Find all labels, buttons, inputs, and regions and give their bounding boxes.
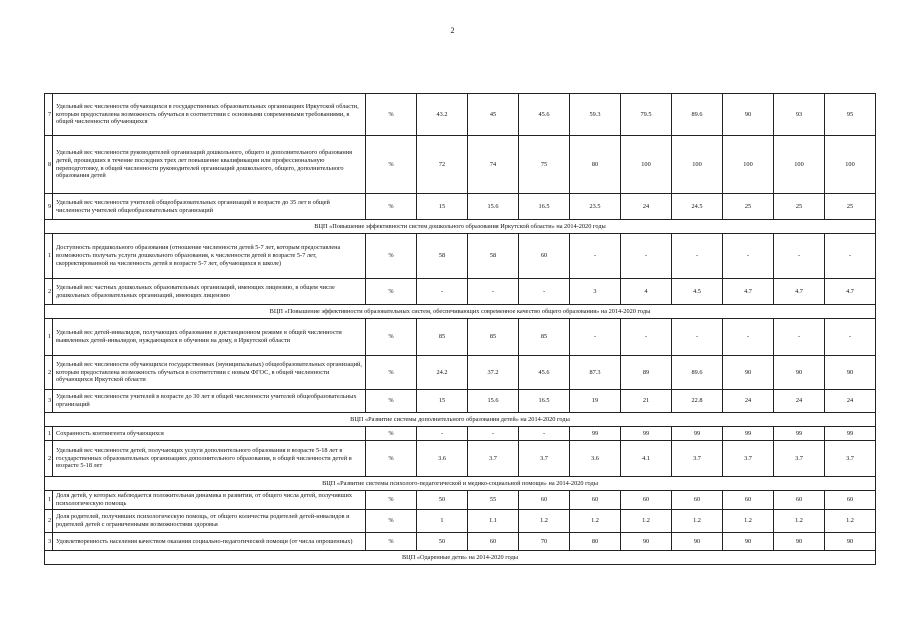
- indicator-text: Удельный вес численности руководителей организаций дошкольного, общего и дополнительного образования детей, прошедших в течение последних трех лет повышение квалификации или профессиональную переподготовку, в общей численности руководителей организаций дошкольного, общего, дополнительного образования детей: [53, 136, 366, 194]
- value-cell: 72: [417, 136, 468, 194]
- indicators-table: [44, 93, 876, 565]
- value-cell: 90: [774, 533, 825, 551]
- value-cell: 24.2: [417, 356, 468, 390]
- value-cell: 25: [723, 194, 774, 220]
- value-cell: 60: [723, 491, 774, 510]
- table-row: [45, 194, 876, 220]
- value-cell: 24.5: [672, 194, 723, 220]
- value-cell: 90: [723, 94, 774, 136]
- indicator-text: Удельный вес частных дошкольных образовательных организаций, имеющих лицензию, в общем числе дошкольных образовательных организаций, имеющих лицензию: [53, 279, 366, 305]
- indicator-text: Сохранность контингента обучающихся: [53, 427, 366, 441]
- indicator-text: Удельный вес детей-инвалидов, получающих образование в дистанционном режиме в общей численности выявленных детей-инвалидов, нуждающихся в обучении на дому, в Иркутской области: [53, 319, 366, 356]
- row-number: 7: [45, 94, 53, 136]
- value-cell: 60: [570, 491, 621, 510]
- value-cell: 80: [570, 533, 621, 551]
- value-cell: 60: [519, 234, 570, 279]
- value-cell: -: [570, 234, 621, 279]
- value-cell: -: [468, 279, 519, 305]
- value-cell: 3.7: [519, 441, 570, 477]
- value-cell: 16.5: [519, 390, 570, 413]
- value-cell: 50: [417, 491, 468, 510]
- value-cell: 90: [621, 533, 672, 551]
- value-cell: 87.3: [570, 356, 621, 390]
- value-cell: 1.2: [774, 510, 825, 533]
- unit-cell: %: [366, 94, 417, 136]
- row-number: 8: [45, 136, 53, 194]
- section-row: [45, 551, 876, 565]
- value-cell: 99: [621, 427, 672, 441]
- value-cell: 60: [825, 491, 876, 510]
- unit-cell: %: [366, 491, 417, 510]
- value-cell: 99: [672, 427, 723, 441]
- value-cell: -: [774, 234, 825, 279]
- value-cell: 85: [468, 319, 519, 356]
- table-row: [45, 319, 876, 356]
- value-cell: 89.6: [672, 356, 723, 390]
- table-row: [45, 136, 876, 194]
- value-cell: 4.7: [774, 279, 825, 305]
- value-cell: 16.5: [519, 194, 570, 220]
- value-cell: 60: [672, 491, 723, 510]
- table-row: [45, 356, 876, 390]
- value-cell: 24: [621, 194, 672, 220]
- value-cell: 99: [825, 427, 876, 441]
- section-row: [45, 477, 876, 491]
- value-cell: -: [672, 234, 723, 279]
- value-cell: 15: [417, 390, 468, 413]
- value-cell: 22.8: [672, 390, 723, 413]
- value-cell: 1: [417, 510, 468, 533]
- table-row: [45, 279, 876, 305]
- indicator-text: Удельный вес численности учителей общеобразовательных организаций в возрасте до 35 лет в общей численности учителей общеобразовательных организаций: [53, 194, 366, 220]
- indicator-text: Удельный вес численности обучающихся в государственных образовательных организациях Иркутской области, которым предоставлена возможность обучаться в соответствии с основными современными требованиями, в общей численности обучающихся: [53, 94, 366, 136]
- value-cell: 55: [468, 491, 519, 510]
- value-cell: 24: [774, 390, 825, 413]
- unit-cell: %: [366, 136, 417, 194]
- indicator-text: Доля детей, у которых наблюдается положительная динамика в развитии, от общего числа детей, получивших психологическую помощь: [53, 491, 366, 510]
- value-cell: 1.2: [723, 510, 774, 533]
- value-cell: 19: [570, 390, 621, 413]
- value-cell: 100: [825, 136, 876, 194]
- section-row: [45, 413, 876, 427]
- value-cell: 15.6: [468, 194, 519, 220]
- value-cell: 1.2: [519, 510, 570, 533]
- row-number: 2: [45, 356, 53, 390]
- row-number: 2: [45, 441, 53, 477]
- value-cell: 45: [468, 94, 519, 136]
- indicator-text: Удельный вес численности детей, получающих услуги дополнительного образования в возрасте 5-18 лет в государственных образовательных организациях дополнительного образования, в общей численности детей в возрасте 5-18 лет: [53, 441, 366, 477]
- value-cell: -: [519, 427, 570, 441]
- table-row: [45, 491, 876, 510]
- value-cell: 93: [774, 94, 825, 136]
- value-cell: -: [417, 427, 468, 441]
- value-cell: 4: [621, 279, 672, 305]
- value-cell: 99: [723, 427, 774, 441]
- value-cell: 70: [519, 533, 570, 551]
- indicator-text: Доступность предшкольного образования (отношение численности детей 5-7 лет, которым предоставлена возможность получать услуги дошкольного образования, к численности детей в возрасте 5-7 лет, скорректированной на численность детей в возрасте 5-7 лет, обучающихся в школе): [53, 234, 366, 279]
- value-cell: 24: [825, 390, 876, 413]
- indicator-text: Удельный вес численности учителей в возрасте до 30 лет в общей численности учителей общеобразовательных организаций: [53, 390, 366, 413]
- value-cell: 90: [723, 356, 774, 390]
- value-cell: 90: [825, 533, 876, 551]
- value-cell: 95: [825, 94, 876, 136]
- table-row: [45, 441, 876, 477]
- value-cell: 60: [774, 491, 825, 510]
- value-cell: 60: [621, 491, 672, 510]
- row-number: 1: [45, 491, 53, 510]
- table-row: [45, 234, 876, 279]
- unit-cell: %: [366, 356, 417, 390]
- section-row: [45, 305, 876, 319]
- table-row: [45, 390, 876, 413]
- row-number: 3: [45, 533, 53, 551]
- value-cell: -: [723, 319, 774, 356]
- indicator-text: Удовлетворенность населения качеством оказания социально-педагогической помощи (от числа опрошенных): [53, 533, 366, 551]
- value-cell: 75: [519, 136, 570, 194]
- value-cell: 89: [621, 356, 672, 390]
- value-cell: 4.7: [825, 279, 876, 305]
- value-cell: 45.6: [519, 94, 570, 136]
- value-cell: -: [417, 279, 468, 305]
- value-cell: 15: [417, 194, 468, 220]
- value-cell: 60: [468, 533, 519, 551]
- value-cell: 4.7: [723, 279, 774, 305]
- value-cell: -: [825, 319, 876, 356]
- value-cell: 3.6: [417, 441, 468, 477]
- value-cell: -: [468, 427, 519, 441]
- value-cell: 99: [570, 427, 621, 441]
- value-cell: 1.1: [468, 510, 519, 533]
- value-cell: -: [723, 234, 774, 279]
- value-cell: 23.5: [570, 194, 621, 220]
- value-cell: 3: [570, 279, 621, 305]
- value-cell: 90: [672, 533, 723, 551]
- unit-cell: %: [366, 279, 417, 305]
- section-row: [45, 220, 876, 234]
- value-cell: 74: [468, 136, 519, 194]
- value-cell: -: [672, 319, 723, 356]
- value-cell: 90: [825, 356, 876, 390]
- value-cell: 85: [519, 319, 570, 356]
- unit-cell: %: [366, 194, 417, 220]
- row-number: 1: [45, 427, 53, 441]
- section-title: ВЦП «Повышение эффективности систем дошкольного образования Иркутской области» на 2014-2020 годы: [45, 220, 876, 234]
- row-number: 2: [45, 510, 53, 533]
- value-cell: 3.7: [672, 441, 723, 477]
- row-number: 1: [45, 319, 53, 356]
- value-cell: 25: [774, 194, 825, 220]
- unit-cell: %: [366, 319, 417, 356]
- value-cell: 24: [723, 390, 774, 413]
- table-row: [45, 510, 876, 533]
- value-cell: 80: [570, 136, 621, 194]
- value-cell: -: [774, 319, 825, 356]
- value-cell: -: [621, 234, 672, 279]
- value-cell: 3.7: [825, 441, 876, 477]
- value-cell: 79.5: [621, 94, 672, 136]
- unit-cell: %: [366, 234, 417, 279]
- value-cell: 58: [468, 234, 519, 279]
- value-cell: 90: [774, 356, 825, 390]
- value-cell: -: [825, 234, 876, 279]
- value-cell: 89.6: [672, 94, 723, 136]
- section-title: ВЦП «Одаренные дети» на 2014-2020 годы: [45, 551, 876, 565]
- unit-cell: %: [366, 390, 417, 413]
- unit-cell: %: [366, 510, 417, 533]
- value-cell: 15.6: [468, 390, 519, 413]
- value-cell: 99: [774, 427, 825, 441]
- value-cell: -: [621, 319, 672, 356]
- section-title: ВЦП «Развитие системы дополнительного образования детей» на 2014-2020 годы: [45, 413, 876, 427]
- value-cell: 85: [417, 319, 468, 356]
- value-cell: 60: [519, 491, 570, 510]
- value-cell: 3.7: [774, 441, 825, 477]
- table-row: [45, 94, 876, 136]
- value-cell: 100: [621, 136, 672, 194]
- table-row: [45, 427, 876, 441]
- value-cell: 1.2: [570, 510, 621, 533]
- value-cell: 50: [417, 533, 468, 551]
- value-cell: 1.2: [825, 510, 876, 533]
- value-cell: 37.2: [468, 356, 519, 390]
- table-row: [45, 533, 876, 551]
- value-cell: 58: [417, 234, 468, 279]
- indicator-text: Удельный вес численности обучающихся государственных (муниципальных) общеобразовательных организаций, которым предоставлена возможность обучаться в соответствии с новым ФГОС, в общей численности обучающихся Иркутской области: [53, 356, 366, 390]
- value-cell: 43.2: [417, 94, 468, 136]
- value-cell: 100: [723, 136, 774, 194]
- value-cell: 3.6: [570, 441, 621, 477]
- unit-cell: %: [366, 441, 417, 477]
- value-cell: 21: [621, 390, 672, 413]
- row-number: 3: [45, 390, 53, 413]
- value-cell: 4.5: [672, 279, 723, 305]
- value-cell: 100: [672, 136, 723, 194]
- row-number: 1: [45, 234, 53, 279]
- value-cell: 3.7: [468, 441, 519, 477]
- value-cell: 45.6: [519, 356, 570, 390]
- indicator-text: Доля родителей, получивших психологическую помощь, от общего количества родителей детей-инвалидов и родителей детей с ограниченными возможностями здоровья: [53, 510, 366, 533]
- value-cell: 100: [774, 136, 825, 194]
- section-title: ВЦП «Повышение эффективности образовательных систем, обеспечивающих современное качество общего образования» на 2014-2020 годы: [45, 305, 876, 319]
- page-number: 2: [450, 26, 455, 35]
- row-number: 2: [45, 279, 53, 305]
- row-number: 9: [45, 194, 53, 220]
- value-cell: 1.2: [621, 510, 672, 533]
- section-title: ВЦП «Развитие системы психолого-педагогической и медико-социальной помощи» на 2014-2020 годы: [45, 477, 876, 491]
- unit-cell: %: [366, 427, 417, 441]
- unit-cell: %: [366, 533, 417, 551]
- value-cell: 59.3: [570, 94, 621, 136]
- value-cell: 4.1: [621, 441, 672, 477]
- value-cell: 90: [723, 533, 774, 551]
- value-cell: -: [570, 319, 621, 356]
- value-cell: 25: [825, 194, 876, 220]
- value-cell: 1.2: [672, 510, 723, 533]
- value-cell: 3.7: [723, 441, 774, 477]
- value-cell: -: [519, 279, 570, 305]
